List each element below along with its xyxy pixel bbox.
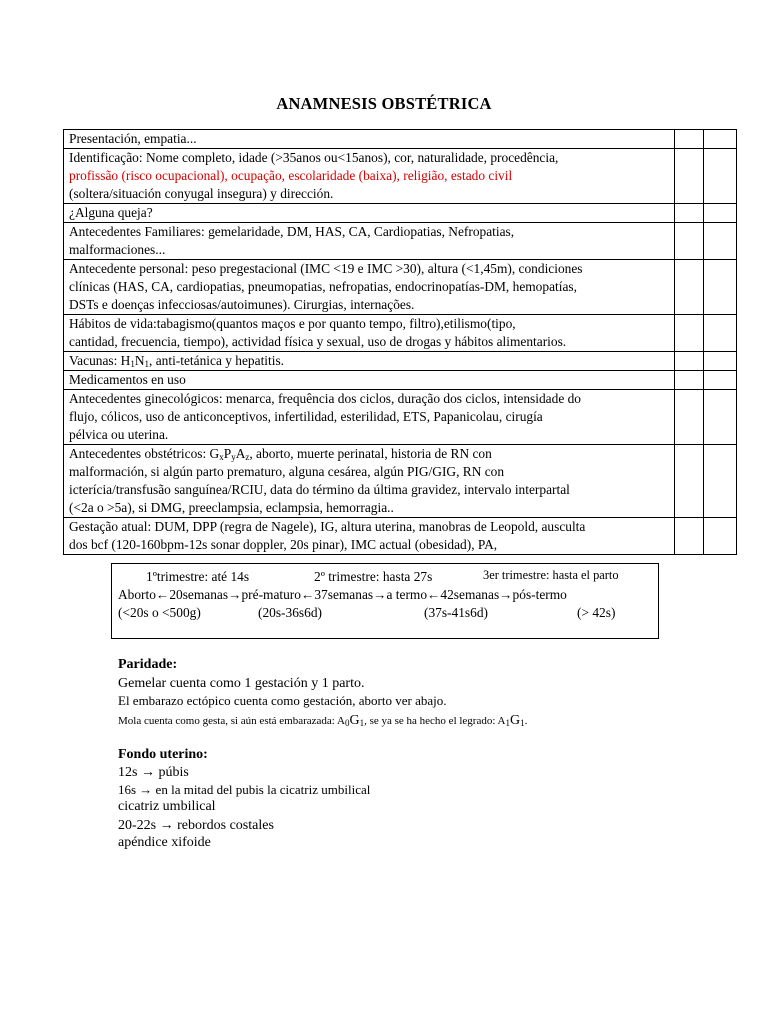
row-text-cell [64,260,675,315]
row-text-line: Gestação atual: DUM, DPP (regra de Nagele), IG, altura uterina, manobras de Leopold, ausculta [69,519,586,534]
gestation-timeline: Aborto←20semanas→pré-maturo←37semanas→a termo←42semanas→pós-termo [118,587,567,602]
first-trimester: 1ºtrimestre: até 14s [146,569,250,584]
check-cell [675,204,704,223]
row-text-cell [64,518,675,555]
check-cell [704,204,737,223]
check-cell [704,390,737,445]
trimester-box [111,563,659,639]
row-text-line: dos bcf (120-160bpm-12s sonar doppler, 20s pinar), IMC actual (obesidad), PA, [69,537,498,552]
check-cell [704,445,737,518]
check-cell [675,352,704,371]
row-text-cell [64,223,675,260]
check-cell [704,260,737,315]
row-text-cell [64,149,675,204]
row-text-line: malformación, si algún parto prematuro, alguna cesárea, algún PIG/GIG, RN con [69,464,505,479]
row-text-line: DSTs e doenças infecciosas/autoimunes). Cirurgias, internações. [69,297,415,312]
row-text-cell [64,130,675,149]
table-row [64,315,737,352]
table-row [64,371,737,390]
row-text-line: Antecedente personal: peso pregestacional (IMC <19 e IMC >30), altura (<1,45m), condiciones [69,261,583,276]
check-cell [675,260,704,315]
row-text-line: cantidad, frecuencia, tiempo), actividad física y sexual, uso de drogas y hábitos alimentarios. [69,334,567,349]
row-text-cell [64,204,675,223]
vacunas-line: Vacunas: $H_1N_1$, anti-tetánica y hepatitis. [69,353,285,369]
fondo-heading: Fondo uterino: [118,747,208,762]
row-text-cell [64,315,675,352]
check-cell [704,352,737,371]
obstetric-line: Antecedentes obstétricos: $G_xP_yA_z$, aborto, muerte perinatal, historia de RN con [69,446,492,462]
row-text-line: flujo, cólicos, uso de anticonceptivos, infertilidad, esterilidad, ETS, Papanicolau, cirugía [69,409,543,424]
check-cell [675,371,704,390]
row-text-line: icterícia/transfusão sanguínea/RCIU, data do término da última gravidez, intervalo interpartal [69,482,570,497]
row-text-cell [64,371,675,390]
table-row [64,390,737,445]
table-row [64,223,737,260]
anamnesis-table [63,129,737,555]
check-cell [675,223,704,260]
check-cell [704,223,737,260]
table-row [64,204,737,223]
fondo-line: 16s → en la mitad del pubis la cicatriz umbilical [118,782,371,797]
check-cell [675,390,704,445]
row-text-cell [64,445,675,518]
range-term: (37s-41s6d) [424,605,488,620]
fondo-line: cicatriz umbilical [118,799,216,814]
document-title: ANAMNESIS OBSTÉTRICA [276,94,492,113]
paridade-line: Gemelar cuenta como 1 gestación y 1 parto. [118,676,365,691]
row-text-line: (<2a o >5a), si DMG, preeclampsia, eclampsia, hemorragia.. [69,500,394,515]
table-row [64,352,737,371]
table-row [64,260,737,315]
check-cell [675,518,704,555]
row-text-line: clínicas (HAS, CA, cardiopatias, pneumopatias, nefropatias, endocrinopatías-DM, hemopatías, [69,279,577,294]
check-cell [675,130,704,149]
paridade-heading: Paridade: [118,657,178,672]
row-text-line: malformaciones... [69,242,166,257]
table-row [64,445,737,518]
row-text-cell [64,390,675,445]
table-row [64,149,737,204]
table-row [64,130,737,149]
row-text-line: Hábitos de vida:tabagismo(quantos maços e por quanto tempo, filtro),etilismo(tipo, [69,316,516,331]
check-cell [704,130,737,149]
range-post-term: (> 42s) [577,605,616,620]
second-trimester: 2º trimestre: hasta 27s [314,569,433,584]
row-text-cell [64,352,675,371]
paridade-line: El embarazo ectópico cuenta como gestación, aborto ver abajo. [118,693,447,708]
row-text-line: Identificação: Nome completo, idade (>35anos ou<15anos), cor, naturalidade, procedência, [69,150,559,165]
row-text-line: Antecedentes Familiares: gemelaridade, DM, HAS, CA, Cardiopatias, Nefropatias, [69,224,515,239]
range-premature: (20s-36s6d) [258,605,322,620]
row-text-line: (soltera/situación conyugal insegura) y dirección. [69,186,334,201]
row-text-line: Presentación, empatia... [69,131,197,146]
check-cell [675,315,704,352]
fondo-line: 12s → púbis [118,765,189,780]
check-cell [704,518,737,555]
check-cell [704,315,737,352]
row-text-line: Antecedentes ginecológicos: menarca, frequência dos ciclos, duração dos ciclos, intensidade do [69,391,582,406]
paridade-mola-line: Mola cuenta como gesta, si aún está embarazada: $A_0G_1$, se ya se ha hecho el legrado: $A_1G_1$. [118,713,528,728]
check-cell [704,371,737,390]
fondo-line: 20-22s → rebordos costales [118,818,274,833]
check-cell [675,149,704,204]
row-text-line: pélvica ou uterina. [69,427,169,442]
table-row [64,518,737,555]
check-cell [675,445,704,518]
row-text-line: Medicamentos en uso [69,372,186,387]
range-aborto: (<20s o <500g) [118,605,201,620]
row-text-line: ¿Alguna queja? [69,205,153,220]
fondo-line: apéndice xifoide [118,835,211,850]
third-trimester: 3er trimestre: hasta el parto [483,568,619,582]
check-cell [704,149,737,204]
row-text-line: profissão (risco ocupacional), ocupação, escolaridade (baixa), religião, estado civil [69,168,513,183]
